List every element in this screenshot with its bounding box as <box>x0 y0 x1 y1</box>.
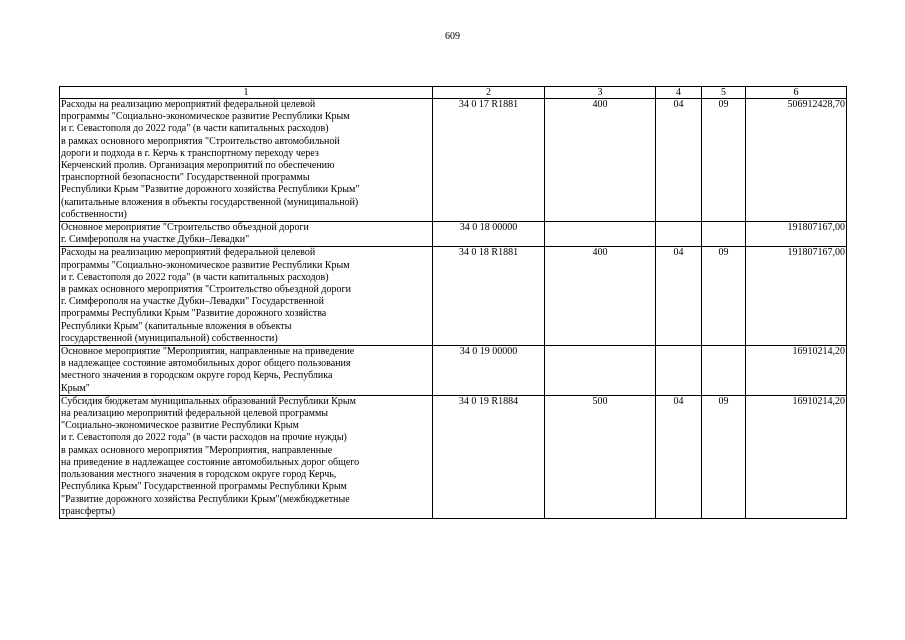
column-header-6: 6 <box>746 87 847 99</box>
row-code: 34 0 19 R1884 <box>433 395 545 518</box>
row-rz: 04 <box>656 247 702 346</box>
row-amount: 16910214,20 <box>746 346 847 396</box>
row-pr: 09 <box>702 247 746 346</box>
row-rz: 04 <box>656 395 702 518</box>
page-number: 609 <box>445 31 460 42</box>
column-header-4: 4 <box>656 87 702 99</box>
column-header-5: 5 <box>702 87 746 99</box>
row-rz <box>656 346 702 396</box>
table-row <box>60 346 847 396</box>
table-row <box>60 395 847 518</box>
row-code: 34 0 18 R1881 <box>433 247 545 346</box>
row-amount: 191807167,00 <box>746 222 847 247</box>
row-pr <box>702 222 746 247</box>
row-name: Расходы на реализацию мероприятий федеральной целевой программы "Социально-экономическое развитие Республики Крым и г. Севастополя до 2022 года" (в части капитальных расходов) в рамках основного мероприятия "Строительство автомобильной дороги и подхода в г. Керчь к транспортному переходу через Керченский пролив. Организация мероприятий по обеспечению транспортной безопасности" Государственной программы Республики Крым "Развитие дорожного хозяйства Республики Крым" (капитальные вложения в объекты государственной (муниципальной) собственности) <box>60 99 433 222</box>
row-code: 34 0 18 00000 <box>433 222 545 247</box>
row-pr <box>702 346 746 396</box>
row-pr: 09 <box>702 395 746 518</box>
row-name: Расходы на реализацию мероприятий федеральной целевой программы "Социально-экономическое развитие Республики Крым и г. Севастополя до 2022 года" (в части капитальных расходов) в рамках основного мероприятия "Строительство объездной дороги г. Симферополя на участке Дубки–Левадки" Государственной программы Республики Крым "Развитие дорожного хозяйства Республики Крым" (капитальные вложения в объекты государственной (муниципальной) собственности) <box>60 247 433 346</box>
row-vr: 500 <box>545 395 656 518</box>
column-header-3: 3 <box>545 87 656 99</box>
row-name: Субсидия бюджетам муниципальных образований Республики Крым на реализацию мероприятий федеральной целевой программы "Социально-экономическое развитие Республики Крым и г. Севастополя до 2022 года" (в части расходов на прочие нужды) в рамках основного мероприятия "Мероприятия, направленные на приведение в надлежащее состояние автомобильных дорог общего пользования местного значения в городском округе город Керчь, Республика Крым" Государственной программы Республики Крым "Развитие дорожного хозяйства Республики Крым"(межбюджетные трансферты) <box>60 395 433 518</box>
column-header-1: 1 <box>60 87 433 99</box>
row-pr: 09 <box>702 99 746 222</box>
row-name: Основное мероприятие "Строительство объездной дороги г. Симферополя на участке Дубки–Левадки" <box>60 222 433 247</box>
row-rz: 04 <box>656 99 702 222</box>
row-vr: 400 <box>545 247 656 346</box>
row-code: 34 0 17 R1881 <box>433 99 545 222</box>
budget-table <box>59 86 847 519</box>
row-amount: 191807167,00 <box>746 247 847 346</box>
header-row <box>60 87 847 99</box>
row-name: Основное мероприятие "Мероприятия, направленные на приведение в надлежащее состояние автомобильных дорог общего пользования местного значения в городском округе город Керчь, Республика Крым" <box>60 346 433 396</box>
row-amount: 506912428,70 <box>746 99 847 222</box>
table-row <box>60 247 847 346</box>
column-header-2: 2 <box>433 87 545 99</box>
row-rz <box>656 222 702 247</box>
table-body <box>60 99 847 519</box>
table-header <box>60 87 847 99</box>
row-vr <box>545 346 656 396</box>
row-code: 34 0 19 00000 <box>433 346 545 396</box>
row-vr: 400 <box>545 99 656 222</box>
row-vr <box>545 222 656 247</box>
table-row <box>60 99 847 222</box>
row-amount: 16910214,20 <box>746 395 847 518</box>
table-row <box>60 222 847 247</box>
